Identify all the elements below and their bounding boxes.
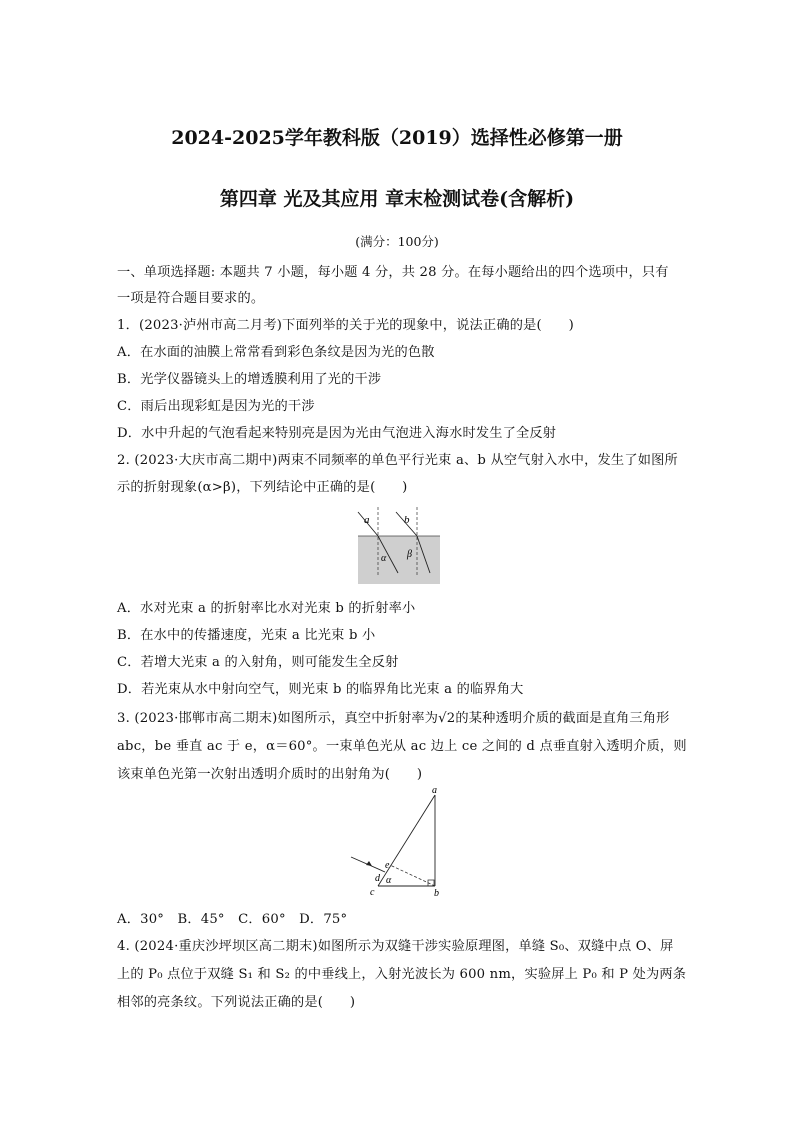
q1-option-a: A．在水面的油膜上常常看到彩色条纹是因为光的色散	[117, 345, 435, 360]
q3-options: A．30° B．45° C．60° D．75°	[117, 912, 348, 927]
q1-option-d: D．水中升起的气泡看起来特别亮是因为光由气泡进入海水时发生了全反射	[117, 426, 557, 441]
q1-option-c: C．雨后出现彩虹是因为光的干涉	[117, 399, 315, 414]
water-region	[358, 536, 440, 584]
label-beta: β	[407, 549, 412, 560]
q1-stem: 1．(2023·泸州市高二月考)下面列举的关于光的现象中，说法正确的是( )	[117, 318, 574, 333]
point-e: e	[385, 860, 390, 871]
q2-option-b: B．在水中的传播速度，光束 a 比光束 b 小	[117, 628, 376, 643]
q4-stem-line1: 4. (2024·重庆沙坪坝区高二期末)如图所示为双缝干涉实验原理图，单缝 S₀、双缝中点 O、屏	[117, 939, 674, 954]
q3-stem-line3: 该束单色光第一次射出透明介质时的出射角为( )	[117, 767, 423, 782]
q3-stem-line2: abc，be 垂直 ac 于 e，α＝60°。一束单色光从 ac 边上 ce 之间的 d 点垂直射入透明介质，则	[117, 739, 687, 754]
vertex-c: c	[370, 887, 375, 898]
section-instructions-line1: 一、单项选择题: 本题共 7 小题，每小题 4 分，共 28 分。在每小题给出的四个选项中，只有	[117, 265, 669, 280]
label-alpha: α	[381, 553, 387, 564]
angle-alpha: α	[386, 875, 392, 886]
q1-option-b: B．光学仪器镜头上的增透膜利用了光的干涉	[117, 372, 382, 387]
ray-arrow-icon	[366, 861, 372, 866]
q2-option-a: A．水对光束 a 的折射率比水对光束 b 的折射率小	[117, 601, 416, 616]
q2-stem-line1: 2. (2023·大庆市高二期中)两束不同频率的单色平行光束 a、b 从空气射入水中，发生了如图所	[117, 453, 678, 468]
score-note: (满分：100分)	[355, 234, 439, 249]
q2-option-d: D．若光束从水中射向空气，则光束 b 的临界角比光束 a 的临界角大	[117, 682, 524, 697]
q3-triangle-figure	[348, 785, 448, 900]
label-b: b	[404, 514, 410, 526]
q3-stem-line1: 3. (2023·邯郸市高二期末)如图所示，真空中折射率为√2的某种透明介质的截面是直角三角形	[117, 711, 670, 726]
label-a: a	[364, 514, 370, 526]
vertex-b: b	[434, 888, 439, 899]
point-d: d	[375, 873, 380, 884]
q2-stem-line2: 示的折射现象(α>β)，下列结论中正确的是( )	[117, 480, 408, 495]
q4-stem-line2: 上的 P₀ 点位于双缝 S₁ 和 S₂ 的中垂线上，入射光波长为 600 nm，实验屏上 P₀ 和 P 处为两条	[117, 967, 687, 982]
q2-option-c: C．若增大光束 a 的入射角，则可能发生全反射	[117, 655, 399, 670]
section-instructions-line2: 一项是符合题目要求的。	[117, 291, 265, 306]
q4-stem-line3: 相邻的亮条纹。下列说法正确的是( )	[117, 995, 356, 1010]
doc-subtitle: 第四章 光及其应用 章末检测试卷(含解析)	[219, 188, 575, 210]
doc-title: 2024-2025学年教科版（2019）选择性必修第一册	[171, 127, 623, 149]
vertex-a: a	[432, 785, 437, 796]
q2-refraction-figure	[340, 503, 450, 588]
